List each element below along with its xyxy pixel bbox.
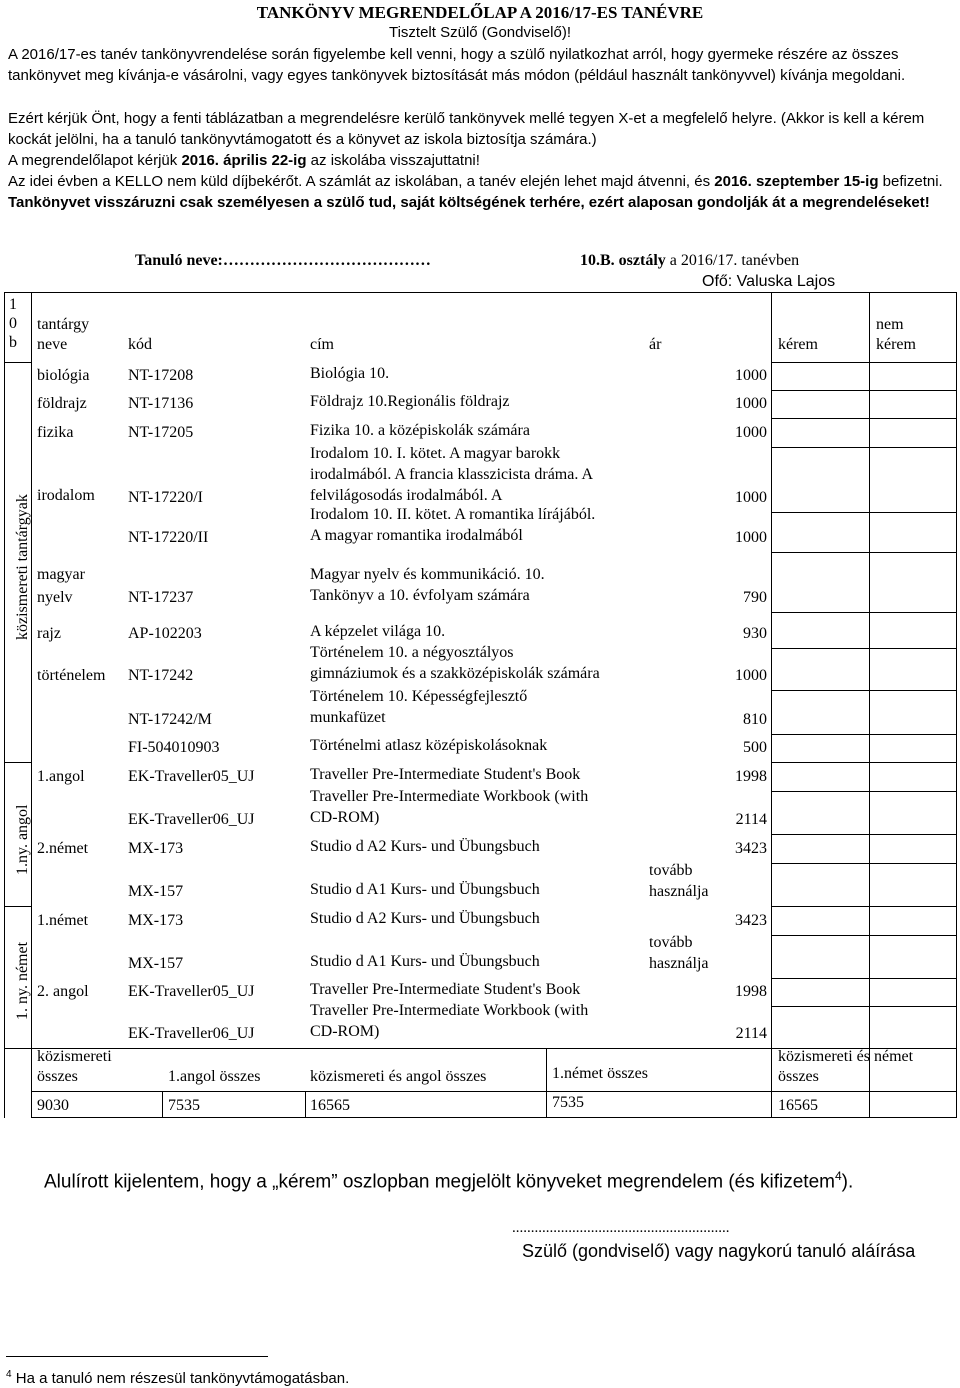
totals-col-border — [546, 1048, 547, 1117]
group-column-border — [31, 292, 32, 1048]
book-status: tovább — [649, 934, 693, 951]
totals-col-border — [305, 1091, 306, 1117]
intro-deadline: A megrendelőlapot kérjük 2016. április 22-ig az iskolába visszajuttatni! — [8, 152, 480, 169]
book-title: Studio d A1 Kurs- und Übungsbuch — [310, 953, 540, 970]
total-label-german: 1.német összes — [552, 1065, 648, 1082]
header-class-digit: 1 — [9, 296, 17, 313]
kerem-checkbox[interactable] — [772, 363, 869, 390]
book-title: Tankönyv a 10. évfolyam számára — [310, 587, 530, 604]
subject-name: nyelv — [37, 589, 73, 606]
header-class-digit: b — [9, 334, 17, 351]
book-price: 1998 — [735, 983, 767, 1000]
header-nemkerem-2: kérem — [876, 336, 916, 353]
header-subject: tantárgy — [37, 316, 90, 333]
nem-kerem-checkbox[interactable] — [870, 907, 956, 935]
book-price: 1000 — [735, 367, 767, 384]
kerem-checkbox[interactable] — [772, 979, 869, 1006]
book-title: gimnáziumok és a szakközépiskolák számára — [310, 665, 600, 682]
total-label-common-english: közismereti és angol összes — [310, 1068, 487, 1085]
book-title: CD-ROM) — [310, 1023, 380, 1040]
subject-name: 2. angol — [37, 983, 89, 1000]
total-value-common-german: 16565 — [778, 1097, 818, 1114]
kerem-checkbox[interactable] — [772, 835, 869, 863]
book-title: Történelem 10. a négyosztályos — [310, 644, 514, 661]
form-teacher: Ofő: Valuska Lajos — [702, 273, 836, 290]
nem-kerem-checkbox[interactable] — [870, 936, 956, 978]
book-price: 1000 — [735, 395, 767, 412]
kerem-checkbox[interactable] — [772, 792, 869, 834]
book-title: Studio d A2 Kurs- und Übungsbuch — [310, 838, 540, 855]
kerem-checkbox[interactable] — [772, 864, 869, 906]
nem-kerem-checkbox[interactable] — [870, 792, 956, 834]
book-code: NT-17208 — [128, 367, 194, 384]
book-code: FI-504010903 — [128, 739, 220, 756]
group-divider — [4, 762, 31, 763]
book-code: NT-17220/II — [128, 529, 209, 546]
book-title: Irodalom 10. I. kötet. A magyar barokk — [310, 445, 561, 462]
book-title: Történelmi atlasz középiskolásoknak — [310, 737, 548, 754]
signature-line[interactable]: .......................................................... — [512, 1220, 730, 1236]
book-price: 2114 — [735, 811, 767, 828]
totals-bottom-border — [31, 1117, 956, 1118]
total-label-common: közismereti — [37, 1048, 112, 1065]
subject-name: biológia — [37, 367, 90, 384]
book-title: Földrajz 10.Regionális földrajz — [310, 393, 510, 410]
nem-kerem-checkbox[interactable] — [870, 363, 956, 390]
book-code: MX-173 — [128, 912, 184, 929]
book-code: EK-Traveller06_UJ — [128, 811, 255, 828]
signature-label: Szülő (gondviselő) vagy nagykorú tanuló aláírása — [522, 1241, 916, 1261]
book-title: felvilágosodás irodalmából. A — [310, 487, 503, 504]
book-price: 1000 — [735, 489, 767, 506]
kerem-checkbox[interactable] — [772, 448, 869, 512]
kerem-checkbox[interactable] — [772, 735, 869, 762]
subject-name: 1.angol — [37, 768, 85, 785]
table-right-border — [956, 292, 957, 1118]
subject-name: magyar — [37, 566, 85, 583]
intro-paragraph-1: A 2016/17-es tanév tankönyvrendelése során figyelembe kell venni, hogy a szülő nyilatkozhat arról, hogy gyermeke részére az összes tankönyvet meg kívánja-e vásárolni, vagy egyes tankönyvek biztosítását más módon (például használt tankönyvvel) kívánja megoldani. — [8, 46, 906, 84]
page-title: TANKÖNYV MEGRENDELŐLAP A 2016/17-ES TANÉVRE — [256, 3, 704, 22]
book-title: Studio d A2 Kurs- und Übungsbuch — [310, 910, 540, 927]
kerem-checkbox[interactable] — [772, 613, 869, 648]
book-title: Traveller Pre-Intermediate Workbook (with — [310, 1002, 589, 1019]
nem-kerem-checkbox[interactable] — [870, 691, 956, 734]
book-title: Fizika 10. a középiskolák számára — [310, 422, 530, 439]
kerem-checkbox[interactable] — [772, 513, 869, 552]
group-divider — [4, 906, 31, 907]
nem-kerem-checkbox[interactable] — [870, 419, 956, 447]
book-price: 790 — [743, 589, 767, 606]
footnote-divider — [6, 1356, 268, 1357]
book-price: 1000 — [735, 424, 767, 441]
subject-name: 2.német — [37, 840, 89, 857]
book-title: A képzelet világa 10. — [310, 623, 446, 640]
kerem-checkbox[interactable] — [772, 907, 869, 935]
subject-name: rajz — [37, 625, 61, 642]
nem-kerem-checkbox[interactable] — [870, 1007, 956, 1048]
kerem-checkbox[interactable] — [772, 691, 869, 734]
totals-mid-border — [31, 1091, 956, 1092]
book-code: MX-157 — [128, 883, 184, 900]
book-title: irodalmából. A francia klasszicista dráma. A — [310, 466, 594, 483]
book-title: Irodalom 10. II. kötet. A romantika lírájából. — [310, 506, 596, 523]
group-label-english: 1.ny. angol — [14, 804, 31, 875]
subject-name: 1.német — [37, 912, 89, 929]
book-code: NT-17237 — [128, 589, 194, 606]
book-price: 1998 — [735, 768, 767, 785]
nem-kerem-checkbox[interactable] — [870, 448, 956, 512]
book-price: 2114 — [735, 1025, 767, 1042]
footnote: $^4$ Ha a tanuló nem részesül tankönyvtámogatásban. — [6, 1369, 350, 1387]
subject-name: fizika — [37, 424, 74, 441]
nem-kerem-checkbox[interactable] — [870, 864, 956, 906]
header-class-digit: 0 — [9, 315, 17, 332]
book-code: NT-17220/I — [128, 489, 203, 506]
nem-kerem-checkbox[interactable] — [870, 763, 956, 791]
book-code: EK-Traveller05_UJ — [128, 768, 255, 785]
book-code: EK-Traveller06_UJ — [128, 1025, 255, 1042]
total-value-common: 9030 — [37, 1097, 69, 1114]
kerem-checkbox[interactable] — [772, 763, 869, 791]
subject-name: földrajz — [37, 395, 87, 412]
book-price: 1000 — [735, 667, 767, 684]
book-code: NT-17136 — [128, 395, 194, 412]
subject-name: történelem — [37, 667, 106, 684]
book-status: tovább — [649, 862, 693, 879]
group-label-german: 1. ny. német — [14, 941, 31, 1020]
totals-col-border — [771, 1048, 772, 1117]
book-price: 1000 — [735, 529, 767, 546]
book-title: Studio d A1 Kurs- und Übungsbuch — [310, 881, 540, 898]
kerem-checkbox[interactable] — [772, 553, 869, 612]
total-label-common-german: összes — [778, 1068, 819, 1085]
header-bottom-left — [4, 362, 31, 363]
book-code: NT-17205 — [128, 424, 194, 441]
book-title: Történelem 10. Képességfejlesztő — [310, 688, 528, 705]
kerem-checkbox[interactable] — [772, 1007, 869, 1048]
header-title: cím — [310, 336, 334, 353]
class-info: 10.B. osztály a 2016/17. tanévben — [580, 252, 800, 269]
header-subject-2: neve — [37, 336, 68, 353]
book-title: CD-ROM) — [310, 809, 380, 826]
book-status: használja — [649, 955, 709, 972]
totals-col-border — [162, 1091, 163, 1117]
header-code: kód — [128, 336, 152, 353]
kerem-checkbox[interactable] — [772, 649, 869, 690]
totals-col-border — [31, 1048, 32, 1117]
total-label-english: 1.angol összes — [168, 1068, 261, 1085]
book-title: munkafüzet — [310, 709, 386, 726]
totals-col-border — [956, 1048, 957, 1117]
greeting: Tisztelt Szülő (Gondviselő)! — [388, 24, 571, 41]
book-title: Traveller Pre-Intermediate Student's Book — [310, 766, 581, 783]
book-status: használja — [649, 883, 709, 900]
kerem-checkbox[interactable] — [772, 391, 869, 418]
nem-kerem-checkbox[interactable] — [870, 835, 956, 863]
book-code: AP-102203 — [128, 625, 202, 642]
nem-kerem-checkbox[interactable] — [870, 979, 956, 1006]
total-value-english: 7535 — [168, 1097, 200, 1114]
table-top-border — [4, 292, 956, 293]
total-label-common-german: közismereti és német — [778, 1048, 914, 1065]
book-title: Magyar nyelv és kommunikáció. 10. — [310, 566, 545, 583]
book-code: MX-173 — [128, 840, 184, 857]
book-title: Traveller Pre-Intermediate Workbook (with — [310, 788, 589, 805]
book-title: Biológia 10. — [310, 365, 390, 382]
nem-kerem-checkbox[interactable] — [870, 613, 956, 648]
nem-kerem-checkbox[interactable] — [870, 735, 956, 762]
group-label-common: közismereti tantárgyak — [14, 494, 31, 640]
student-name-field[interactable]: Tanuló neve:………………………………… — [135, 252, 431, 269]
book-price: 3423 — [735, 912, 767, 929]
book-price: 810 — [743, 711, 767, 728]
book-title: Traveller Pre-Intermediate Student's Book — [310, 981, 581, 998]
book-code: MX-157 — [128, 955, 184, 972]
header-kerem: kérem — [778, 336, 818, 353]
header-price: ár — [649, 336, 662, 353]
nem-kerem-checkbox[interactable] — [870, 649, 956, 690]
book-price: 930 — [743, 625, 767, 642]
kerem-checkbox[interactable] — [772, 936, 869, 978]
nem-kerem-checkbox[interactable] — [870, 513, 956, 552]
header-nemkerem: nem — [876, 316, 904, 333]
intro-paragraph-2: Ezért kérjük Önt, hogy a fenti táblázatban a megrendelésre kerülő tankönyvek mellé tegyen X-et a megfelelő helyre. (Akkor is kell a kérem kockát jelölni, ha a tanuló tankönyvtámogatott és a könyvet az iskola biztosítja számára.) — [8, 110, 925, 148]
total-value-common-english: 16565 — [310, 1097, 350, 1114]
subject-name: irodalom — [37, 487, 95, 504]
nem-kerem-checkbox[interactable] — [870, 553, 956, 612]
book-title: A magyar romantika irodalmából — [310, 527, 523, 544]
kerem-checkbox[interactable] — [772, 419, 869, 447]
book-price: 3423 — [735, 840, 767, 857]
table-left-border — [4, 292, 5, 1118]
nem-kerem-checkbox[interactable] — [870, 391, 956, 418]
book-price: 500 — [743, 739, 767, 756]
book-code: NT-17242/M — [128, 711, 212, 728]
intro-payment: Az idei évben a KELLO nem küld díjbekérőt. A számlát az iskolában, a tanév elején lehet majd átvenni, és 2016. szeptember 15-ig befizetni. Tankönyvet visszáruzni csak személyesen a szülő tud, saját költségének terhére, ezért alaposan gondolják át a megrendeléseket! — [8, 173, 943, 211]
book-code: EK-Traveller05_UJ — [128, 983, 255, 1000]
declaration-text: Alulírott kijelentem, hogy a „kérem” oszlopban megjelölt könyveket megrendelem (és kifizetem$^4$). — [44, 1169, 854, 1193]
total-value-german: 7535 — [552, 1094, 584, 1111]
book-code: NT-17242 — [128, 667, 194, 684]
total-label-common: összes — [37, 1068, 78, 1085]
